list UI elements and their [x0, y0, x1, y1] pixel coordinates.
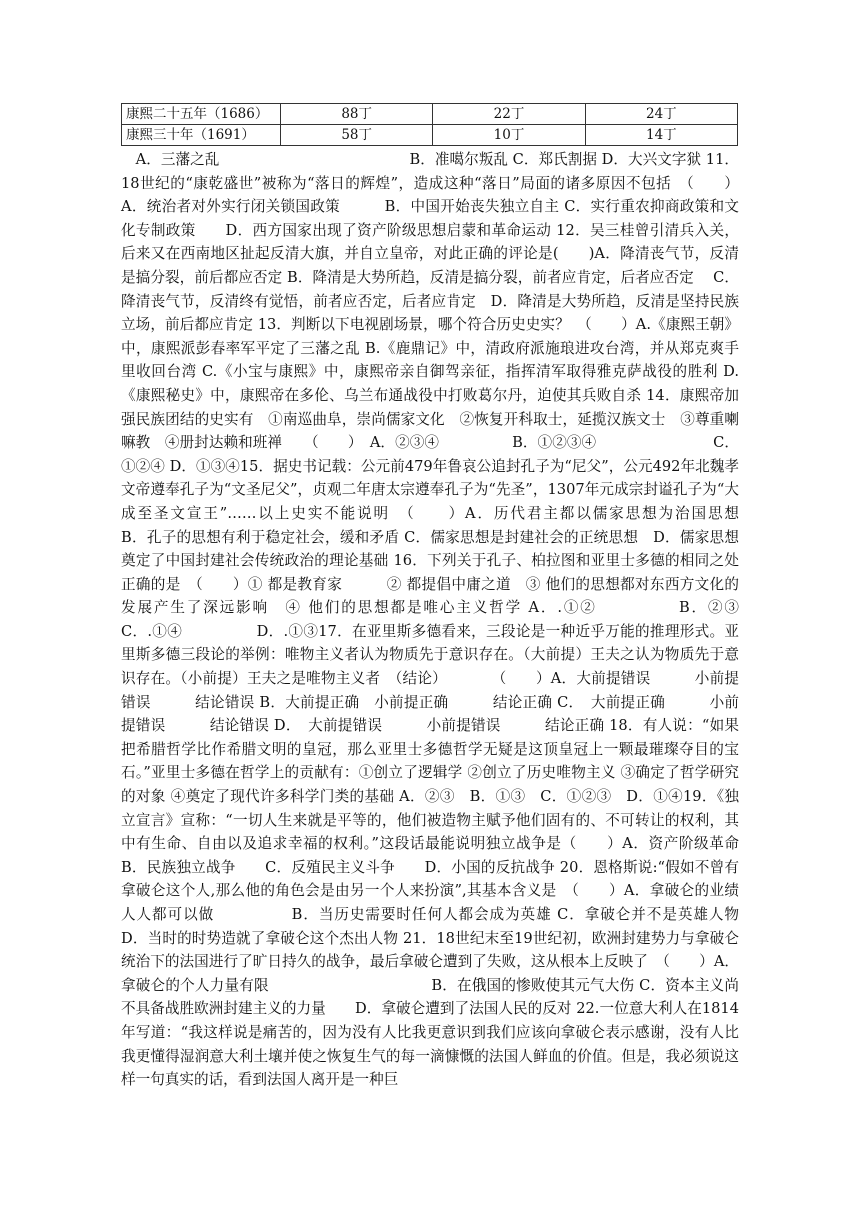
- question-paragraph: A．三藩之乱 B．准噶尔叛乱 C．郑氏割据 D．大兴文字狱 11．18世纪的“康乾盛世”被称为“落日的辉煌”，造成这种“落日”局面的诸多原因不包括 （ ）A．统治者对外实行闭关锁国政策 B．中国开始丧失独立自主 C．实行重农抑商政策和文化专制政策 D．西方国家出现了资产阶级思想启蒙和革命运动 12．吴三桂曾引清兵入关，后来又在西南地区扯起反清大旗，并自立皇帝，对此正确的评论是( )A．降清丧气节，反清是搞分裂，前后都应否定 B．降清是大势所趋，反清是搞分裂，前者应肯定，后者应否定 C．降清丧气节，反清终有觉悟，前者应否定，后者应肯定 D．降清是大势所趋，反清是坚持民族立场，前后都应肯定 13．判断以下电视剧场景，哪个符合历史史实？ （ ）A.《康熙王朝》中，康熙派彭春率军平定了三藩之乱 B.《鹿鼎记》中，清政府派施琅进攻台湾，并从郑克爽手里收回台湾 C.《小宝与康熙》中，康熙帝亲自御驾亲征，指挥清军取得雅克萨战役的胜利 D.《康熙秘史》中，康熙帝在多伦、乌兰布通战役中打败葛尔丹，迫使其兵败自杀 14．康熙帝加强民族团结的史实有 ①南巡曲阜，崇尚儒家文化 ②恢复开科取士，延揽汉族文士 ③尊重喇嘛教 ④册封达赖和班禅 （ ） A．②③④ B．①②③④ C．①②④ D．①③④15．据史书记载：公元前479年鲁哀公追封孔子为“尼父”，公元492年北魏孝文帝遵奉孔子为“文圣尼父”，贞观二年唐太宗遵奉孔子为“先圣”，1307年元成宗封谥孔子为“大成至圣文宣王”……以上史实不能说明 （ ）A．历代君主都以儒家思想为治国思想 B．孔子的思想有利于稳定社会，缓和矛盾 C．儒家思想是封建社会的正统思想 D．儒家思想奠定了中国封建社会传统政治的理论基础 16．下列关于孔子、柏拉图和亚里士多德的相同之处正确的是 （ ）① 都是教育家 ② 都提倡中庸之道 ③ 他们的思想都对东西方文化的发展产生了深远影响 ④ 他们的思想都是唯心主义哲学 A．.①② B．②③ C．.①④ D．.①③17．在亚里斯多德看来，三段论是一种近乎万能的推理形式。亚里斯多德三段论的举例：唯物主义者认为物质先于意识存在。（大前提）王夫之认为物质先于意识存在。（小前提）王夫之是唯物主义者 （结论） （ ）A．大前提错误 小前提错误 结论错误 B．大前提正确 小前提正确 结论正确 C． 大前提正确 小前提错误 结论错误 D． 大前提错误 小前提错误 结论正确 18．有人说：“如果把希腊哲学比作希腊文明的皇冠，那么亚里士多德哲学无疑是这顶皇冠上一颗最璀璨夺目的宝石。”亚里士多德在哲学上的贡献有：①创立了逻辑学 ②创立了历史唯物主义 ③确定了哲学研究的对象 ④奠定了现代许多科学门类的基础 A．②③ B．①③ C．①②③ D．①④19．《独立宣言》宣称：“一切人生来就是平等的，他们被造物主赋予他们固有的、不可转让的权利，其中有生命、自由以及追求幸福的权利。”这段话最能说明独立战争是（ ）A．资产阶级革命 B．民族独立战争 C．反殖民主义斗争 D．小国的反抗战争 20．恩格斯说:“假如不曾有拿破仑这个人,那么他的角色会是由另一个人来扮演”,其基本含义是 （ ）A．拿破仑的业绩人人都可以做 B．当历史需要时任何人都会成为英雄 C．拿破仑并不是英雄人物 D．当时的时势造就了拿破仑这个杰出人物 21．18世纪末至19世纪初，欧洲封建势力与拿破仑统治下的法国进行了旷日持久的战争，最后拿破仑遭到了失败，这从根本上反映了 （ ）A．拿破仑的个人力量有限 B．在俄国的惨败使其元气大伤 C．资本主义尚不具备战胜欧洲封建主义的力量 D．拿破仑遭到了法国人民的反对 22.一位意大利人在1814年写道：“我这样说是痛苦的，因为没有人比我更意识到我们应该向拿破仑表示感谢，没有人比我更懂得湿润意大利土壤并使之恢复生气的每一滴慷慨的法国人鲜血的价值。但是，我必须说这样一句真实的话，看到法国人离开是一种巨: [121, 151, 812, 1089]
- census-table: [121, 103, 738, 146]
- table-cell: 88丁: [281, 104, 433, 125]
- table-cell: 22丁: [433, 104, 585, 125]
- table-cell: 10丁: [433, 125, 585, 146]
- question-text: [121, 148, 812, 1092]
- table-cell: 58丁: [281, 125, 433, 146]
- table-row: [122, 125, 738, 146]
- table-cell: 康熙三十年（1691）: [122, 125, 281, 146]
- table-row: [122, 104, 738, 125]
- table-cell: 康熙二十五年（1686）: [122, 104, 281, 125]
- document-page: [121, 103, 812, 1092]
- table-cell: 24丁: [585, 104, 737, 125]
- table-cell: 14丁: [585, 125, 737, 146]
